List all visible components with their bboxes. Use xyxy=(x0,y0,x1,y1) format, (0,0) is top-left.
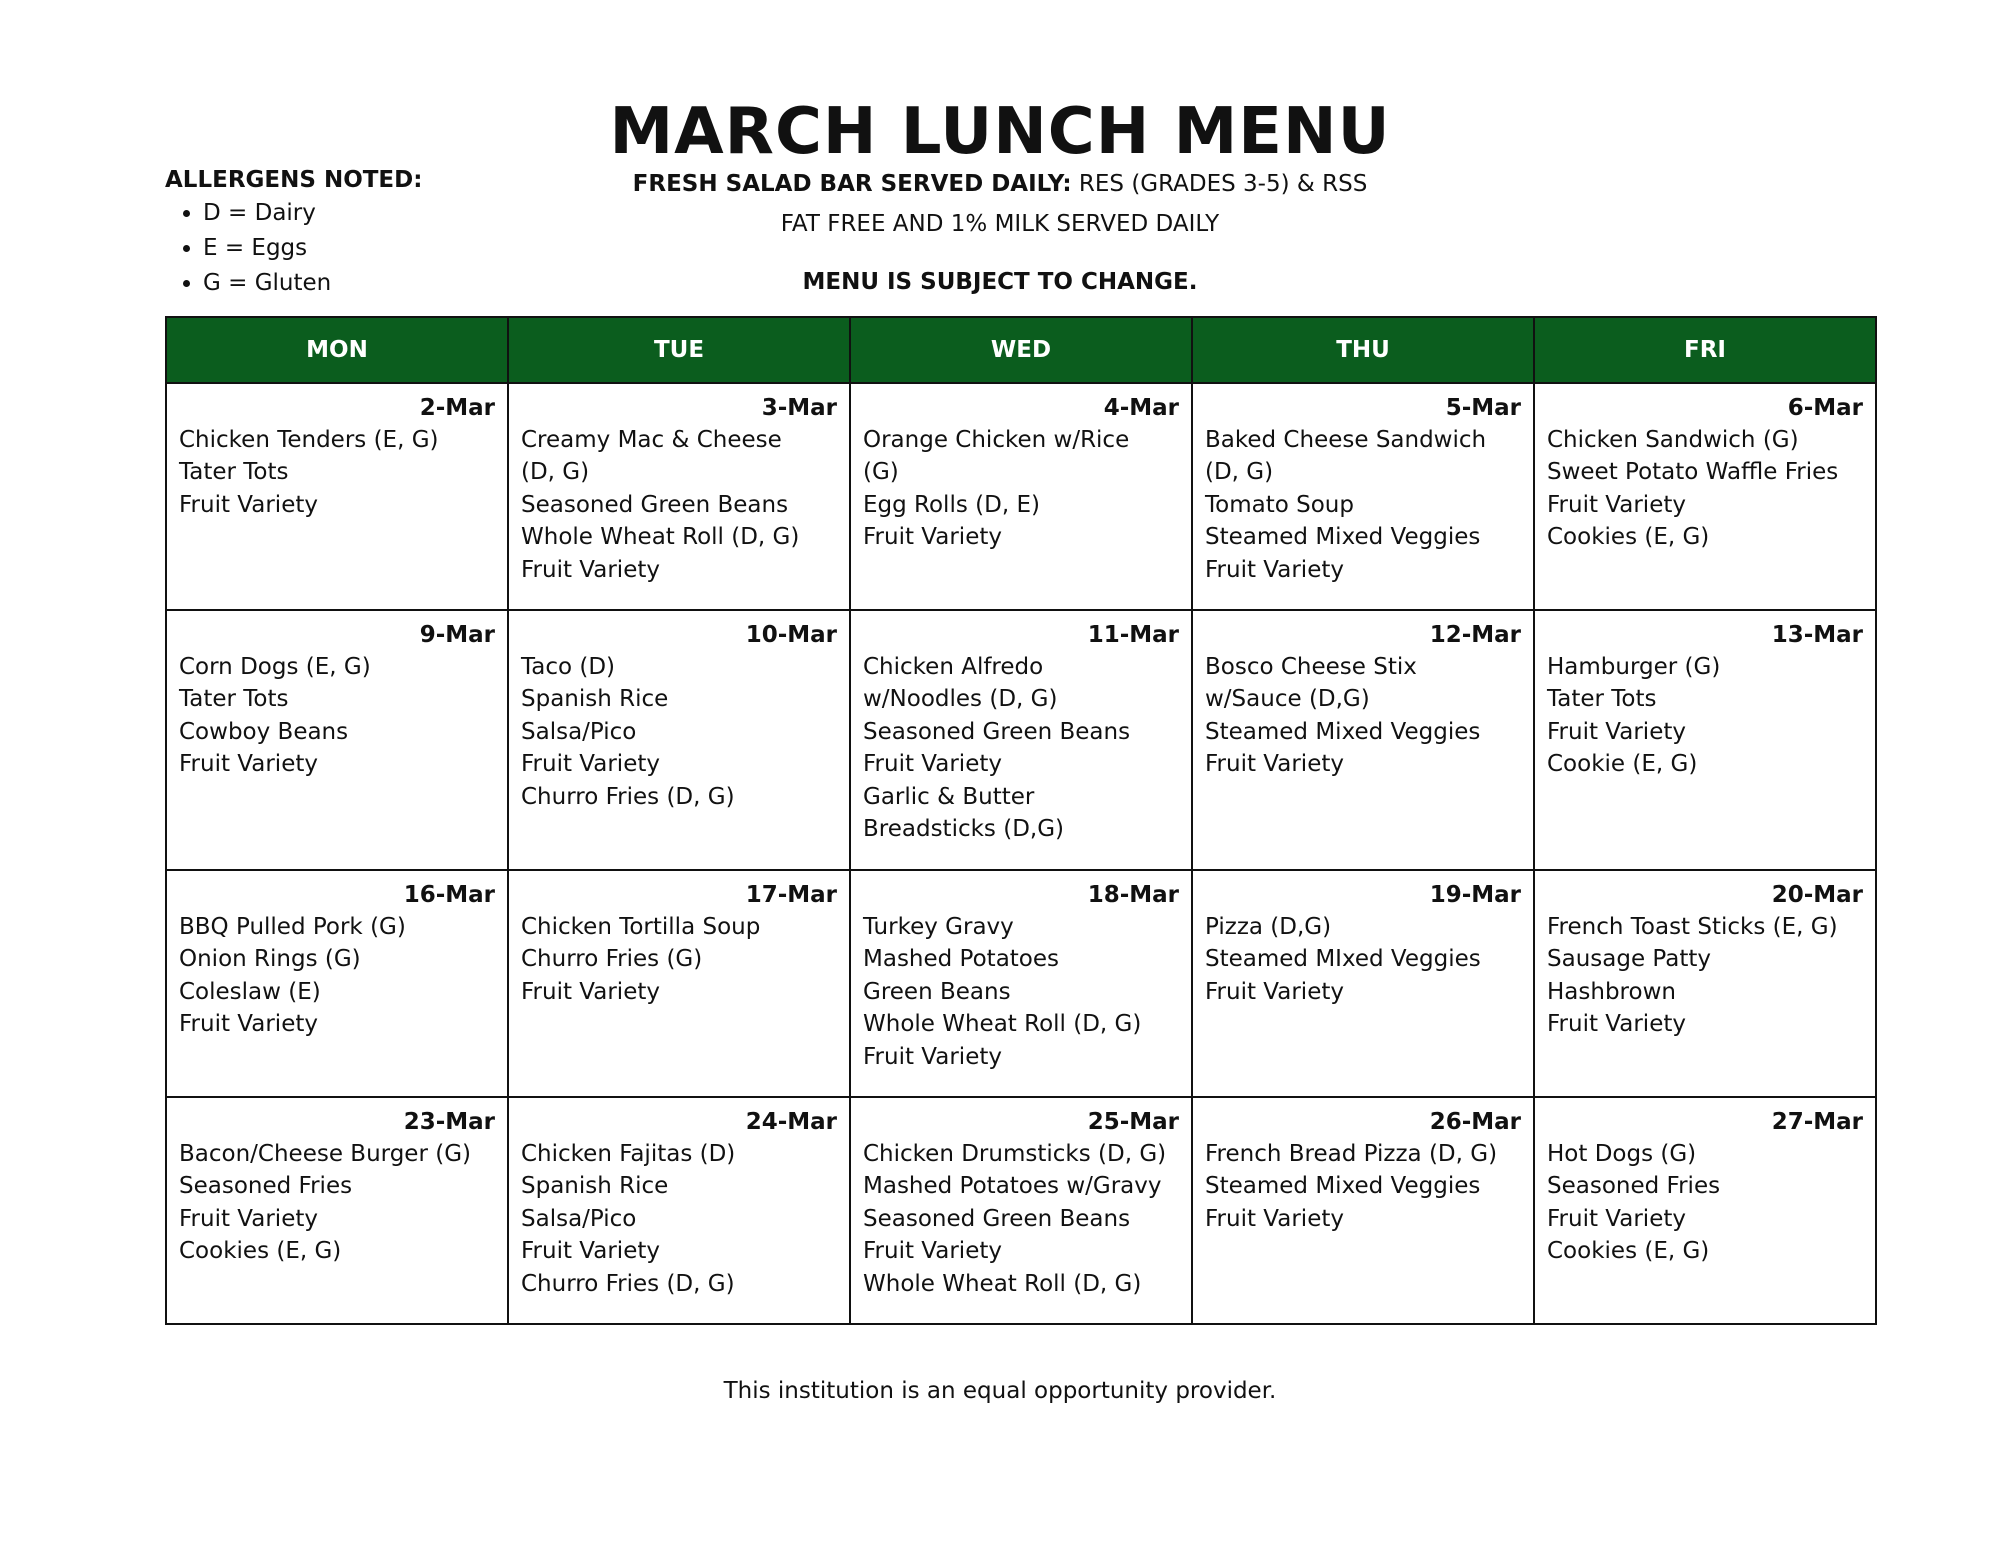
menu-item: Whole Wheat Roll (D, G) xyxy=(863,1011,1142,1038)
milk-note: FAT FREE AND 1% MILK SERVED DAILY xyxy=(780,211,1220,237)
menu-item: Chicken Sandwich (G) xyxy=(1547,427,1799,453)
menu-item: Chicken Tortilla Soup xyxy=(521,914,761,940)
menu-item: French Bread Pizza (D, G) xyxy=(1205,1141,1498,1167)
menu-item: Turkey Gravy xyxy=(863,914,1014,940)
menu-item: Fruit Variety xyxy=(863,751,1002,778)
allergens-list xyxy=(165,196,422,301)
menu-item: Fruit Variety xyxy=(1205,556,1344,583)
menu-item: French Toast Sticks (E, G) xyxy=(1547,914,1838,940)
day-date: 27-Mar xyxy=(1771,1109,1863,1135)
menu-item: Seasoned Fries xyxy=(1547,1173,1721,1200)
day-cell xyxy=(166,383,508,610)
day-date: 11-Mar xyxy=(1087,622,1179,648)
menu-item: Orange Chicken w/Rice xyxy=(863,427,1130,453)
menu-item: Tomato Soup xyxy=(1205,491,1354,518)
page-title: MARCH LUNCH MENU xyxy=(609,95,1391,169)
day-date: 10-Mar xyxy=(745,622,837,648)
day-cell xyxy=(1192,870,1534,1097)
menu-item: w/Noodles (D, G) xyxy=(863,686,1058,713)
day-cell xyxy=(850,870,1192,1097)
menu-item: Cookies (E, G) xyxy=(1547,1238,1710,1265)
menu-item: Steamed MIxed Veggies xyxy=(1205,946,1481,973)
day-date: 24-Mar xyxy=(745,1109,837,1135)
weekday-header-row xyxy=(166,317,1876,383)
menu-item: Spanish Rice xyxy=(521,1173,669,1200)
day-cell xyxy=(508,870,850,1097)
menu-item: Fruit Variety xyxy=(521,978,660,1005)
menu-item: Cookie (E, G) xyxy=(1547,751,1698,778)
menu-item: Seasoned Fries xyxy=(179,1173,353,1200)
menu-item: Steamed Mixed Veggies xyxy=(1205,524,1481,551)
menu-item: Mashed Potatoes w/Gravy xyxy=(863,1173,1162,1200)
day-date: 25-Mar xyxy=(1087,1109,1179,1135)
menu-item: Onion Rings (G) xyxy=(179,946,361,973)
weekday-header: FRI xyxy=(1534,317,1876,383)
menu-item: Fruit Variety xyxy=(179,1205,318,1232)
day-cell xyxy=(508,1097,850,1324)
menu-item: Seasoned Green Beans xyxy=(521,491,789,518)
menu-item: Taco (D) xyxy=(521,654,616,680)
week-row xyxy=(166,870,1876,1097)
menu-item: Fruit Variety xyxy=(863,524,1002,551)
menu-item: Whole Wheat Roll (D, G) xyxy=(863,1270,1142,1297)
menu-item: Cookies (E, G) xyxy=(179,1238,342,1265)
day-date: 17-Mar xyxy=(745,882,837,908)
menu-item: Sweet Potato Waffle Fries xyxy=(1547,459,1839,486)
menu-item: Fruit Variety xyxy=(1205,751,1344,778)
menu-item: (D, G) xyxy=(521,459,590,486)
allergen-item: • G = Gluten xyxy=(203,266,422,301)
menu-item: Salsa/Pico xyxy=(521,718,637,745)
day-date: 16-Mar xyxy=(403,882,495,908)
menu-item: Fruit Variety xyxy=(179,1011,318,1038)
menu-item: BBQ Pulled Pork (G) xyxy=(179,914,406,940)
menu-item: Fruit Variety xyxy=(863,1043,1002,1070)
day-cell xyxy=(1192,610,1534,870)
menu-item: Tater Tots xyxy=(179,459,289,486)
menu-item: Hashbrown xyxy=(1547,978,1676,1005)
weekday-header: TUE xyxy=(508,317,850,383)
day-date: 20-Mar xyxy=(1771,882,1863,908)
menu-item: Steamed Mixed Veggies xyxy=(1205,718,1481,745)
day-date: 6-Mar xyxy=(1787,395,1863,421)
menu-item: Fruit Variety xyxy=(1205,978,1344,1005)
week-row xyxy=(166,383,1876,610)
day-date: 5-Mar xyxy=(1445,395,1521,421)
weekday-header: WED xyxy=(850,317,1192,383)
menu-item: Churro Fries (D, G) xyxy=(521,783,735,810)
menu-item: Corn Dogs (E, G) xyxy=(179,654,371,680)
day-date: 23-Mar xyxy=(403,1109,495,1135)
menu-item: Egg Rolls (D, E) xyxy=(863,491,1040,518)
menu-item: Spanish Rice xyxy=(521,686,669,713)
menu-item: Hot Dogs (G) xyxy=(1547,1141,1697,1167)
menu-item: Fruit Variety xyxy=(1547,718,1686,745)
menu-item: Chicken Alfredo xyxy=(863,654,1044,680)
allergens-legend xyxy=(165,164,422,301)
day-cell xyxy=(1192,1097,1534,1324)
menu-item: w/Sauce (D,G) xyxy=(1205,686,1370,713)
weekday-header: MON xyxy=(166,317,508,383)
menu-item: Fruit Variety xyxy=(521,556,660,583)
menu-item: Fruit Variety xyxy=(863,1238,1002,1265)
menu-calendar xyxy=(165,316,1877,1325)
menu-item: Coleslaw (E) xyxy=(179,978,321,1005)
menu-item: Garlic & Butter xyxy=(863,783,1035,810)
day-date: 19-Mar xyxy=(1429,882,1521,908)
menu-item: Churro Fries (D, G) xyxy=(521,1270,735,1297)
day-date: 4-Mar xyxy=(1103,395,1179,421)
day-cell xyxy=(850,610,1192,870)
day-cell xyxy=(166,1097,508,1324)
menu-item: Fruit Variety xyxy=(179,491,318,518)
menu-item: Breadsticks (D,G) xyxy=(863,816,1065,843)
menu-item: Fruit Variety xyxy=(1205,1205,1344,1232)
menu-item: Whole Wheat Roll (D, G) xyxy=(521,524,800,551)
menu-item: Bacon/Cheese Burger (G) xyxy=(179,1141,471,1167)
day-date: 26-Mar xyxy=(1429,1109,1521,1135)
menu-item: Fruit Variety xyxy=(521,751,660,778)
week-row xyxy=(166,610,1876,870)
menu-item: (G) xyxy=(863,459,899,486)
day-cell xyxy=(1534,610,1876,870)
menu-item: Churro Fries (G) xyxy=(521,946,703,973)
menu-item: Cowboy Beans xyxy=(179,718,349,745)
menu-item: Creamy Mac & Cheese xyxy=(521,427,782,453)
day-cell xyxy=(1534,870,1876,1097)
menu-item: (D, G) xyxy=(1205,459,1274,486)
menu-item: Baked Cheese Sandwich xyxy=(1205,427,1487,453)
menu-item: Fruit Variety xyxy=(1547,1011,1686,1038)
menu-item: Chicken Tenders (E, G) xyxy=(179,427,439,453)
menu-item: Fruit Variety xyxy=(1547,491,1686,518)
allergen-item: • D = Dairy xyxy=(203,196,422,231)
menu-item: Pizza (D,G) xyxy=(1205,914,1332,940)
salad-bar-label: FRESH SALAD BAR SERVED DAILY: xyxy=(632,171,1072,197)
day-cell xyxy=(850,383,1192,610)
day-date: 9-Mar xyxy=(419,622,495,648)
menu-item: Tater Tots xyxy=(1547,686,1657,713)
menu-item: Fruit Variety xyxy=(1547,1205,1686,1232)
day-cell xyxy=(166,610,508,870)
day-cell xyxy=(1534,1097,1876,1324)
menu-item: Chicken Drumsticks (D, G) xyxy=(863,1141,1167,1167)
menu-item: Bosco Cheese Stix xyxy=(1205,654,1417,680)
day-date: 2-Mar xyxy=(419,395,495,421)
weekday-header: THU xyxy=(1192,317,1534,383)
week-row xyxy=(166,1097,1876,1324)
day-cell xyxy=(850,1097,1192,1324)
day-cell xyxy=(508,610,850,870)
menu-item: Cookies (E, G) xyxy=(1547,524,1710,551)
menu-item: Fruit Variety xyxy=(521,1238,660,1265)
menu-item: Sausage Patty xyxy=(1547,946,1711,973)
change-notice: MENU IS SUBJECT TO CHANGE. xyxy=(802,269,1198,295)
menu-item: Chicken Fajitas (D) xyxy=(521,1141,736,1167)
day-cell xyxy=(166,870,508,1097)
allergen-item: • E = Eggs xyxy=(203,231,422,266)
day-date: 12-Mar xyxy=(1429,622,1521,648)
day-date: 13-Mar xyxy=(1771,622,1863,648)
menu-item: Hamburger (G) xyxy=(1547,654,1721,680)
salad-bar-schools: RES (GRADES 3-5) & RSS xyxy=(1071,171,1368,197)
day-cell xyxy=(1534,383,1876,610)
menu-item: Tater Tots xyxy=(179,686,289,713)
menu-item: Green Beans xyxy=(863,978,1011,1005)
day-date: 3-Mar xyxy=(761,395,837,421)
menu-item: Mashed Potatoes xyxy=(863,946,1060,973)
day-cell xyxy=(508,383,850,610)
menu-item: Steamed Mixed Veggies xyxy=(1205,1173,1481,1200)
menu-item: Salsa/Pico xyxy=(521,1205,637,1232)
allergens-heading: ALLERGENS NOTED: xyxy=(165,167,423,193)
menu-item: Fruit Variety xyxy=(179,751,318,778)
menu-item: Seasoned Green Beans xyxy=(863,718,1131,745)
footer-note: This institution is an equal opportunity provider. xyxy=(723,1378,1277,1404)
day-date: 18-Mar xyxy=(1087,882,1179,908)
menu-item: Seasoned Green Beans xyxy=(863,1205,1131,1232)
day-cell xyxy=(1192,383,1534,610)
